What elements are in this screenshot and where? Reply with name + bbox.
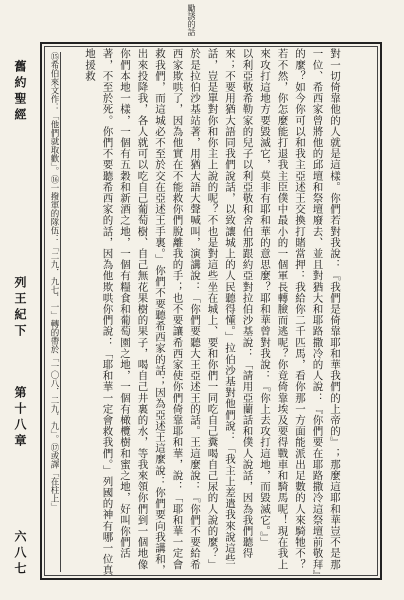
top-gloss: 勵誘的話: [187, 4, 196, 36]
body-text: [58, 48, 378, 576]
running-head-title: 列王紀下: [13, 276, 27, 340]
running-head-chapter: 第十八章: [13, 386, 27, 450]
page-number: 六八七: [13, 530, 27, 578]
running-head-book: 舊約聖經: [13, 60, 27, 124]
body-paragraph: 對一切倚靠他的人就是這樣。你們若對我說：『我們是倚靠耶和華我們的上帝的』；那麼這耶和華豈不是那一位、希西家曾將他的邱壇和祭壇廢去、並且對猶大和耶路撒冷的人說：『你們要在耶路撒冷這祭壇前敬拜』的麼？如今你可以和我主亞述王交換打賭當押：我給你二千匹馬，看你那一方面能派出足數的人來騎牠不？若不然，你怎麼能打退我主臣僕中最小的一個軍長轉臉而逃呢？你竟倚靠埃及要得戰車和騎馬呢！現在我上來攻打這地方要毀滅它，莫非有耶和華的意思麼？耶和華曾對我說：『你上去攻打這地，而毀滅它。』」 以利亞敬希勒家的兒子以利亞敬和舍伯那跟約亞對拉伯沙基說：「請用亞蘭話和僕人說話，因為我們聽得來；不要用猶大語同我們說話，以致讓城上的人民聽得懂。」拉伯沙基對他們說：「我主上差遣我來說這些話，豈是單對你和你主上說的呢？不也是對這些坐在城上、要和你們一同吃自己糞喝自己尿的人說的麼？」 於是拉伯沙基站著，用猶大語大聲喊叫，演講說：「你們要聽大王亞述王的話。王這麼說：『你們不要給希西家欺哄了，因為他實在不能救你們脫離我的手；也不要讓希西家使你們倚靠耶和華，說：「耶和華一定會救我們，而這城必不至於交在亞述王手裏。」你們不要聽希西家的話；因為亞述王這麼說：你們要向我講和，出來投降我，各人就可以吃自己葡萄樹、自己無花果樹的果子，喝自己井裏的水，等我來領你們到一個地像你們本地一樣，一個有五穀和新酒之地，一個有糧食和葡萄園之地，一個有橄欖樹和蜜之地，好叫你們活著，不至於死。你們不要聽希西家的話，因為他欺哄你們說：「耶和華一定會救我們。」列國的神有哪一位真地援救: [84, 48, 341, 576]
footnotes: ⑮希伯來文作：「他們就取歡」。⑯一撥軍的隊伍：「二九．九七．一」轉的帶於「一〇八．二九．九」。⑰或譯「在柱上」: [44, 52, 61, 572]
running-head: [6, 0, 34, 600]
